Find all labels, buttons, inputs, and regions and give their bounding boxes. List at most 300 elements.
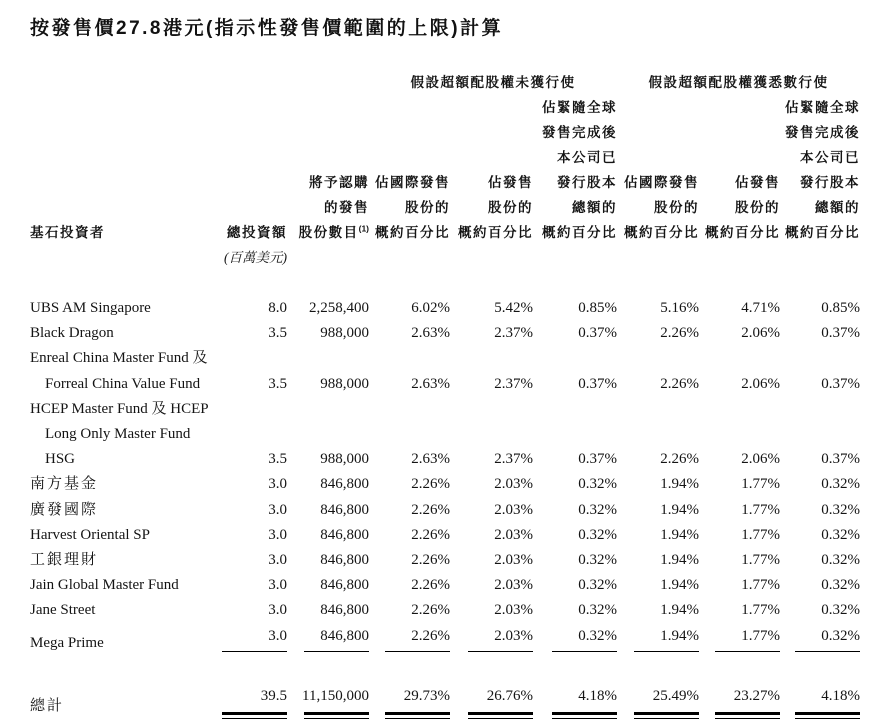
value-text: 2.03%	[494, 526, 533, 543]
cell-value-shares-subscribed	[287, 397, 369, 473]
value-text: 0.37%	[578, 375, 617, 392]
value-text: 846,800	[320, 577, 369, 594]
col-header-line: 股份數目$^{(1)}$	[298, 223, 369, 240]
value-text: 988,000	[320, 451, 369, 468]
total-value-text: 23.27%	[733, 687, 780, 704]
cell-total-pct-intl-exercised	[617, 684, 699, 719]
cell-value-pct-intl-exercised	[617, 472, 699, 497]
table-row	[30, 296, 860, 321]
value-text: 1.94%	[660, 552, 699, 569]
single-rule	[222, 651, 287, 652]
group-header-spacer	[30, 70, 369, 95]
cell-value-pct-offer-exercised	[699, 624, 780, 656]
investor-name-line: Black Dragon	[30, 325, 114, 342]
value-text: 3.0	[268, 602, 287, 619]
cell-value-pct-intl-exercised	[617, 573, 699, 598]
cell-value-shares-subscribed	[287, 523, 369, 548]
unit-label: (百萬美元)	[224, 250, 287, 265]
col-header-line: 發行股本	[557, 175, 617, 190]
value-text: 0.37%	[821, 325, 860, 342]
group-header-row	[30, 70, 860, 95]
value-text: 2.26%	[660, 325, 699, 342]
cell-value-pct-offer-unexercised	[450, 548, 533, 573]
cell-value-pct-capital-unexercised	[533, 397, 617, 473]
cell-value-pct-intl-unexercised	[369, 598, 450, 623]
cell-value-shares-subscribed	[287, 321, 369, 346]
double-rule-gap	[385, 715, 450, 719]
value-text: 4.71%	[741, 300, 780, 316]
value-text: 2.03%	[494, 476, 533, 493]
cell-value-shares-subscribed	[287, 346, 369, 396]
value-text: 2.26%	[411, 552, 450, 569]
value-text: 2.26%	[411, 476, 450, 493]
value-text: 1.77%	[741, 526, 780, 543]
cell-value-pct-offer-unexercised	[450, 346, 533, 396]
cell-total-label	[30, 684, 220, 719]
value-text: 5.42%	[494, 300, 533, 316]
total-row	[30, 684, 860, 719]
value-text: 0.32%	[821, 501, 860, 518]
cell-value-pct-capital-unexercised	[533, 498, 617, 523]
table-row	[30, 472, 860, 497]
body-total-spacer	[30, 656, 860, 684]
cell-value-pct-offer-exercised	[699, 346, 780, 396]
total-value-text: 11,150,000	[302, 687, 369, 704]
value-text: 2.63%	[411, 375, 450, 392]
col-header-line: 佔緊隨全球	[785, 100, 860, 115]
cell-value-pct-intl-exercised	[617, 296, 699, 321]
col-header-line: 概約百分比	[785, 225, 860, 240]
value-text: 2.06%	[741, 325, 780, 342]
value-text: 846,800	[320, 501, 369, 518]
cell-value-pct-capital-exercised	[780, 397, 860, 473]
value-text: 988,000	[320, 325, 369, 342]
value-text: 2.26%	[411, 627, 450, 644]
cell-value-pct-intl-unexercised	[369, 573, 450, 598]
cell-value-total-investment	[220, 548, 287, 573]
double-rule	[634, 712, 699, 719]
value-text: 988,000	[320, 375, 369, 392]
cell-value-pct-offer-unexercised	[450, 397, 533, 473]
cell-value-pct-offer-unexercised	[450, 624, 533, 656]
cell-value-shares-subscribed	[287, 296, 369, 321]
cell-value-total-investment	[220, 498, 287, 523]
cell-value-pct-capital-exercised	[780, 573, 860, 598]
cell-value-total-investment	[220, 523, 287, 548]
single-rule	[795, 651, 860, 652]
cell-value-pct-capital-unexercised	[533, 598, 617, 623]
double-rule	[304, 712, 369, 719]
cell-value-total-investment	[220, 598, 287, 623]
cell-value-pct-intl-exercised	[617, 523, 699, 548]
value-text: 2.26%	[411, 501, 450, 518]
col-header-line: 將予認購	[309, 175, 369, 190]
value-text: 2.37%	[494, 375, 533, 392]
cell-value-pct-capital-exercised	[780, 624, 860, 656]
investor-name-line: 工銀理財	[30, 552, 99, 569]
col-header-line: 本公司已	[800, 150, 860, 165]
single-rule	[385, 651, 450, 652]
single-rule	[634, 651, 699, 652]
value-text: 846,800	[320, 627, 369, 644]
double-rule	[468, 712, 533, 719]
col-header-line: 概約百分比	[624, 225, 699, 240]
cell-total-pct-offer-exercised	[699, 684, 780, 719]
table-row	[30, 548, 860, 573]
col-header-line: 總投資額	[227, 225, 287, 240]
value-text: 0.32%	[578, 501, 617, 518]
cell-investor-name	[30, 346, 220, 396]
double-rule	[715, 712, 780, 719]
table-row	[30, 397, 860, 473]
cell-value-pct-offer-unexercised	[450, 498, 533, 523]
cell-investor-name	[30, 472, 220, 497]
value-text: 2.03%	[494, 552, 533, 569]
table-row	[30, 523, 860, 548]
col-header-investor	[30, 95, 220, 245]
value-text: 3.0	[268, 577, 287, 594]
value-text: 2,258,400	[309, 300, 369, 316]
value-text: 0.37%	[821, 375, 860, 392]
value-text: 1.77%	[741, 602, 780, 619]
value-text: 846,800	[320, 552, 369, 569]
table-row	[30, 321, 860, 346]
investor-name-line: 南方基金	[30, 476, 99, 493]
value-text: 0.32%	[578, 552, 617, 569]
value-text: 1.94%	[660, 476, 699, 493]
value-text: 0.32%	[578, 577, 617, 594]
single-rule	[715, 651, 780, 652]
cell-value-pct-intl-unexercised	[369, 397, 450, 473]
value-text: 0.32%	[578, 627, 617, 644]
value-text: 1.77%	[741, 552, 780, 569]
cell-value-pct-intl-exercised	[617, 598, 699, 623]
table-row	[30, 346, 860, 396]
double-rule-gap	[552, 715, 617, 719]
value-text: 1.77%	[741, 577, 780, 594]
col-header-line: 佔發售	[488, 175, 533, 190]
col-header-line: 概約百分比	[375, 225, 450, 240]
cell-value-pct-intl-exercised	[617, 498, 699, 523]
col-header-pct-offer-exercised	[699, 95, 780, 245]
cell-value-pct-capital-exercised	[780, 346, 860, 396]
cell-value-pct-capital-exercised	[780, 296, 860, 321]
value-text: 0.32%	[578, 602, 617, 619]
investor-name-line: Enreal China Master Fund 及	[30, 350, 208, 367]
value-text: 8.0	[268, 300, 287, 316]
col-header-line: 總額的	[815, 200, 860, 215]
table-header	[30, 70, 860, 296]
value-text: 0.32%	[821, 552, 860, 569]
col-header-line: 基石投資者	[30, 225, 105, 240]
double-rule-gap	[222, 715, 287, 719]
table-row	[30, 624, 860, 656]
col-header-pct-intl-exercised	[617, 95, 699, 245]
cell-value-pct-capital-unexercised	[533, 573, 617, 598]
value-text: 0.37%	[821, 451, 860, 468]
col-header-line: 概約百分比	[705, 225, 780, 240]
value-text: 2.37%	[494, 325, 533, 342]
double-rule	[385, 712, 450, 719]
footnote-marker: (1)	[358, 223, 369, 234]
cell-value-pct-offer-unexercised	[450, 598, 533, 623]
cell-value-total-investment	[220, 321, 287, 346]
cell-value-total-investment	[220, 624, 287, 656]
page-title: 按發售價27.8港元(指示性發售價範圍的上限)計算	[30, 18, 504, 39]
col-header-line: 佔國際發售	[624, 175, 699, 190]
value-text: 0.32%	[821, 526, 860, 543]
cell-value-pct-offer-exercised	[699, 573, 780, 598]
col-header-line: 發售完成後	[785, 125, 860, 140]
cell-value-pct-offer-exercised	[699, 321, 780, 346]
cell-investor-name	[30, 624, 220, 656]
cell-value-pct-offer-unexercised	[450, 472, 533, 497]
cell-value-pct-offer-unexercised	[450, 321, 533, 346]
cell-value-pct-offer-unexercised	[450, 523, 533, 548]
cell-value-pct-offer-exercised	[699, 598, 780, 623]
value-text: 2.03%	[494, 501, 533, 518]
group-header-exercised: 假設超額配股權獲悉數行使	[648, 75, 829, 90]
col-header-line: 發售完成後	[542, 125, 617, 140]
value-text: 3.0	[268, 476, 287, 493]
spacer-cell	[30, 656, 860, 684]
col-header-pct-capital-exercised	[780, 95, 860, 245]
double-rule-gap	[468, 715, 533, 719]
cell-investor-name	[30, 296, 220, 321]
cell-investor-name	[30, 548, 220, 573]
cell-value-shares-subscribed	[287, 472, 369, 497]
col-header-line: 股份的	[405, 200, 450, 215]
single-rule	[468, 651, 533, 652]
value-text: 2.26%	[411, 526, 450, 543]
unit-row	[30, 245, 860, 270]
unit-spacer	[30, 245, 220, 270]
investor-name-line: HCEP Master Fund 及 HCEP	[30, 400, 209, 417]
cell-value-pct-intl-unexercised	[369, 498, 450, 523]
cell-value-total-investment	[220, 397, 287, 473]
value-text: 3.5	[268, 325, 287, 342]
cell-total-pct-intl-unexercised	[369, 684, 450, 719]
group-header-unexercised: 假設超額配股權未獲行使	[410, 75, 576, 90]
value-text: 2.63%	[411, 451, 450, 468]
cell-value-pct-intl-exercised	[617, 548, 699, 573]
unit-spacer-right	[287, 245, 860, 270]
double-rule-gap	[634, 715, 699, 719]
cell-value-total-investment	[220, 573, 287, 598]
value-text: 2.63%	[411, 325, 450, 342]
col-header-line: 本公司已	[557, 150, 617, 165]
col-header-line: 佔國際發售	[375, 175, 450, 190]
cell-value-pct-intl-unexercised	[369, 624, 450, 656]
cell-value-pct-intl-exercised	[617, 624, 699, 656]
col-header-pct-capital-unexercised	[533, 95, 617, 245]
total-value-text: 4.18%	[821, 687, 860, 704]
value-text: 2.06%	[741, 451, 780, 468]
cell-value-pct-offer-unexercised	[450, 296, 533, 321]
value-text: 0.37%	[578, 325, 617, 342]
double-rule-gap	[795, 715, 860, 719]
value-text: 2.26%	[660, 375, 699, 392]
cell-value-pct-capital-exercised	[780, 498, 860, 523]
cell-value-total-investment	[220, 472, 287, 497]
value-text: 2.03%	[494, 627, 533, 644]
cell-value-pct-intl-exercised	[617, 346, 699, 396]
cell-value-pct-offer-exercised	[699, 548, 780, 573]
investor-name-line: Jane Street	[30, 602, 96, 619]
investor-name-line: UBS AM Singapore	[30, 300, 151, 316]
cell-investor-name	[30, 573, 220, 598]
total-value-text: 29.73%	[403, 687, 450, 704]
cell-value-pct-offer-exercised	[699, 296, 780, 321]
cell-value-pct-offer-exercised	[699, 397, 780, 473]
value-text: 3.0	[268, 552, 287, 569]
value-text: 0.32%	[578, 526, 617, 543]
cell-investor-name	[30, 321, 220, 346]
double-rule	[795, 712, 860, 719]
cell-value-pct-intl-unexercised	[369, 321, 450, 346]
cell-value-pct-intl-exercised	[617, 321, 699, 346]
cell-value-pct-intl-unexercised	[369, 523, 450, 548]
value-text: 0.37%	[578, 451, 617, 468]
value-text: 5.16%	[660, 300, 699, 316]
col-header-line: 股份的	[488, 200, 533, 215]
value-text: 0.85%	[821, 300, 860, 316]
cell-total-pct-offer-unexercised	[450, 684, 533, 719]
double-rule	[552, 712, 617, 719]
cell-total-pct-capital-unexercised	[533, 684, 617, 719]
cell-value-pct-capital-unexercised	[533, 346, 617, 396]
cell-value-pct-capital-exercised	[780, 523, 860, 548]
column-header-row	[30, 95, 860, 245]
value-text: 2.26%	[411, 577, 450, 594]
investor-name-line: 廣發國際	[30, 501, 99, 518]
cell-value-pct-intl-unexercised	[369, 296, 450, 321]
value-text: 6.02%	[411, 300, 450, 316]
total-value-text: 4.18%	[578, 687, 617, 704]
value-text: 0.85%	[578, 300, 617, 316]
cell-value-shares-subscribed	[287, 548, 369, 573]
col-header-shares-subscribed	[287, 95, 369, 245]
value-text: 846,800	[320, 476, 369, 493]
value-text: 3.0	[268, 501, 287, 518]
cell-value-pct-capital-unexercised	[533, 548, 617, 573]
cell-value-pct-intl-unexercised	[369, 346, 450, 396]
investor-name-line: Forreal China Value Fund	[30, 375, 201, 392]
table-row	[30, 598, 860, 623]
cell-value-pct-intl-exercised	[617, 397, 699, 473]
cell-value-shares-subscribed	[287, 498, 369, 523]
cell-value-pct-capital-unexercised	[533, 523, 617, 548]
value-text: 1.77%	[741, 476, 780, 493]
investor-name-line: Long Only Master Fund	[30, 426, 191, 443]
value-text: 1.94%	[660, 577, 699, 594]
cell-investor-name	[30, 523, 220, 548]
cell-value-pct-capital-exercised	[780, 598, 860, 623]
table-row	[30, 498, 860, 523]
investor-name-line: Jain Global Master Fund	[30, 577, 179, 594]
header-body-spacer	[30, 270, 860, 296]
value-text: 1.94%	[660, 501, 699, 518]
col-header-line: 概約百分比	[542, 225, 617, 240]
value-text: 1.94%	[660, 627, 699, 644]
value-text: 3.0	[268, 627, 287, 644]
cell-value-pct-capital-exercised	[780, 548, 860, 573]
investor-name-line: Mega Prime	[30, 634, 104, 651]
table-row	[30, 573, 860, 598]
cell-value-pct-offer-exercised	[699, 523, 780, 548]
value-text: 1.94%	[660, 526, 699, 543]
value-text: 0.32%	[821, 602, 860, 619]
value-text: 846,800	[320, 526, 369, 543]
value-text: 0.32%	[578, 476, 617, 493]
table-body	[30, 296, 860, 719]
value-text: 2.26%	[411, 602, 450, 619]
cell-value-pct-offer-exercised	[699, 498, 780, 523]
double-rule-gap	[304, 715, 369, 719]
col-header-line: 股份的	[654, 200, 699, 215]
total-value-text: 25.49%	[652, 687, 699, 704]
investor-name-line: Harvest Oriental SP	[30, 526, 150, 543]
cell-total-shares-subscribed	[287, 684, 369, 719]
cell-value-total-investment	[220, 296, 287, 321]
cell-value-pct-capital-unexercised	[533, 296, 617, 321]
cell-total-total-investment	[220, 684, 287, 719]
cell-value-pct-capital-exercised	[780, 321, 860, 346]
cell-value-pct-offer-exercised	[699, 472, 780, 497]
total-label-text: 總計	[30, 697, 65, 714]
cell-value-shares-subscribed	[287, 573, 369, 598]
value-text: 846,800	[320, 602, 369, 619]
value-text: 3.0	[268, 526, 287, 543]
value-text: 2.03%	[494, 577, 533, 594]
col-header-pct-offer-unexercised	[450, 95, 533, 245]
double-rule-gap	[715, 715, 780, 719]
value-text: 2.06%	[741, 375, 780, 392]
cell-value-pct-capital-exercised	[780, 472, 860, 497]
value-text: 3.5	[268, 375, 287, 392]
col-header-line: 發行股本	[800, 175, 860, 190]
cell-value-pct-capital-unexercised	[533, 321, 617, 346]
value-text: 2.37%	[494, 451, 533, 468]
cell-investor-name	[30, 397, 220, 473]
value-text: 3.5	[268, 451, 287, 468]
double-rule	[222, 712, 287, 719]
total-value-text: 26.76%	[486, 687, 533, 704]
col-header-line: 佔發售	[735, 175, 780, 190]
single-rule	[304, 651, 369, 652]
col-header-line: 股份的	[735, 200, 780, 215]
single-rule	[552, 651, 617, 652]
cell-value-pct-intl-unexercised	[369, 472, 450, 497]
cell-value-pct-capital-unexercised	[533, 472, 617, 497]
value-text: 1.77%	[741, 501, 780, 518]
cell-value-shares-subscribed	[287, 624, 369, 656]
investor-name-line: HSG	[30, 451, 76, 468]
value-text: 2.03%	[494, 602, 533, 619]
cell-investor-name	[30, 598, 220, 623]
col-header-total-investment	[220, 95, 287, 245]
cell-value-pct-offer-unexercised	[450, 573, 533, 598]
cell-value-pct-capital-unexercised	[533, 624, 617, 656]
col-header-line: 概約百分比	[458, 225, 533, 240]
col-header-line: 總額的	[572, 200, 617, 215]
value-text: 1.77%	[741, 627, 780, 644]
cell-value-pct-intl-unexercised	[369, 548, 450, 573]
cell-value-total-investment	[220, 346, 287, 396]
cell-investor-name	[30, 498, 220, 523]
col-header-pct-intl-unexercised	[369, 95, 450, 245]
col-header-line: 的發售	[324, 200, 369, 215]
